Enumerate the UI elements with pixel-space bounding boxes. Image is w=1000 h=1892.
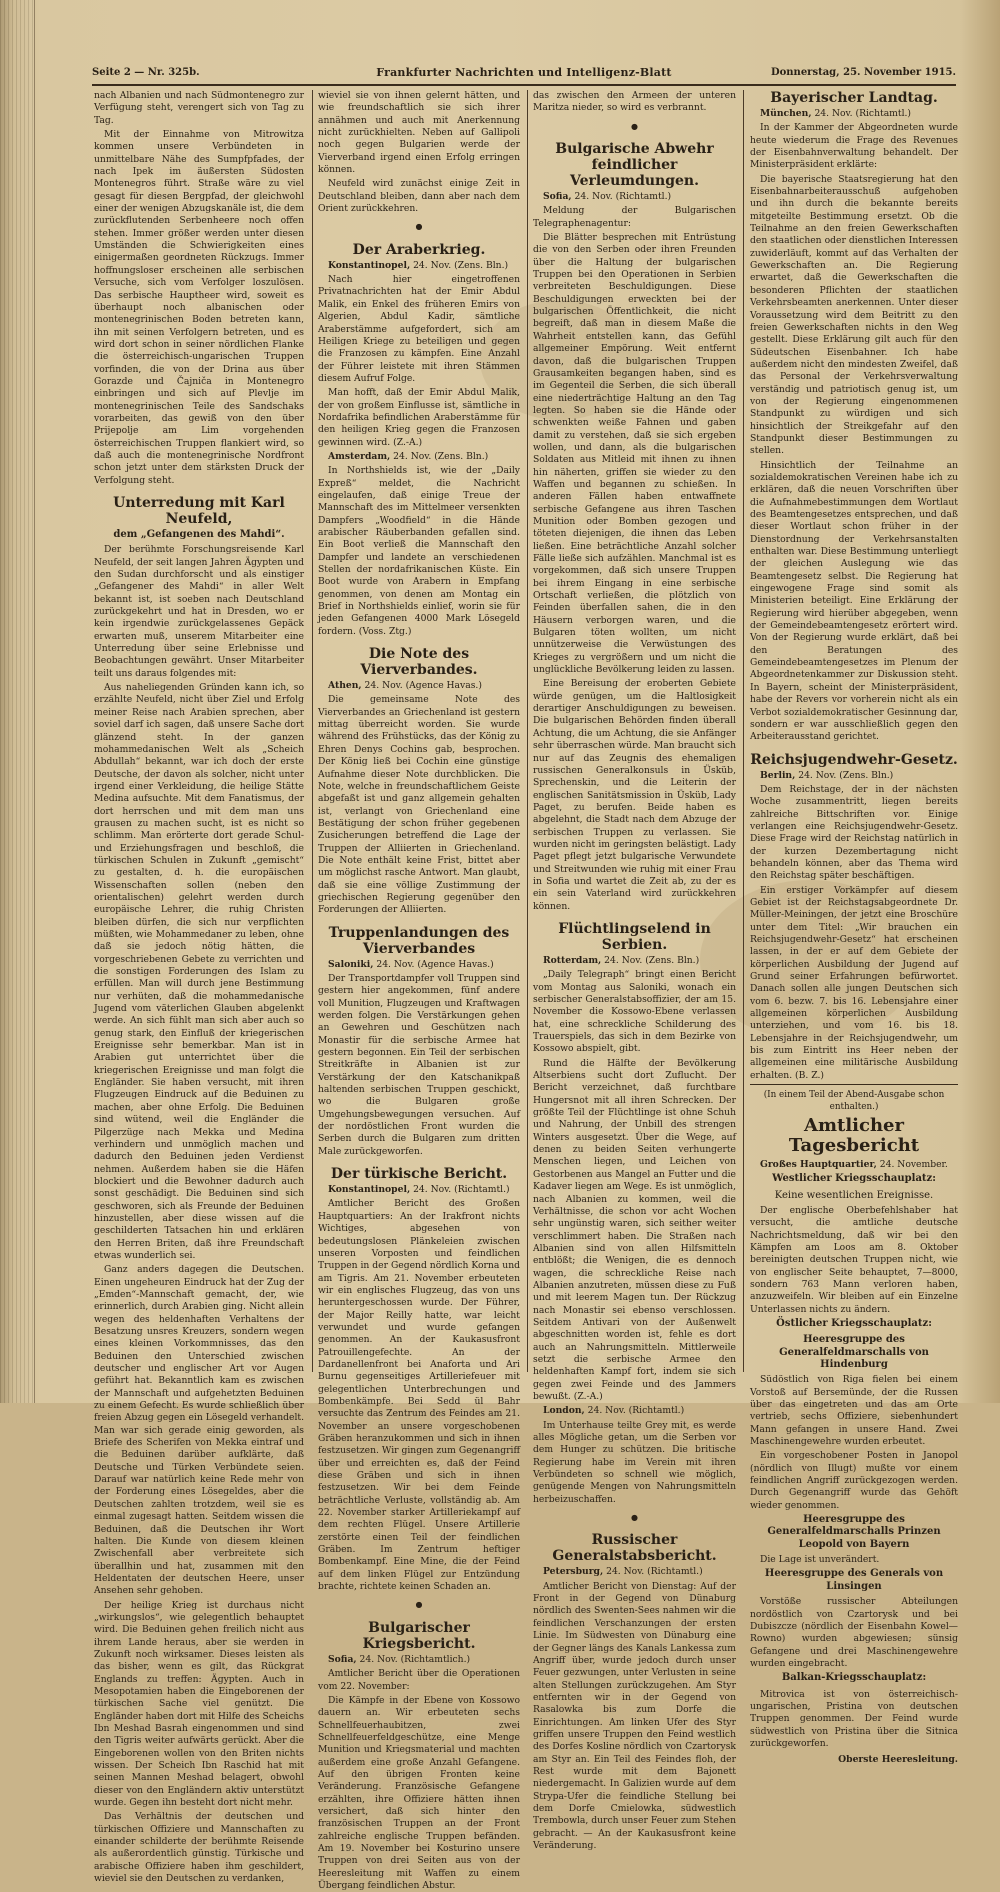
column-rule [743,90,744,1372]
headline-truppenlandungen: Truppenlandungen des Vierverbandes [328,924,510,957]
headline-neufeld: Unterredung mit Karl Neufeld, [113,495,285,527]
article-text: Hinsichtlich der Teilnahme an sozialdemokratischen Vereinen habe ich zu erklären, daß die neuen Vorschriften über die Aufnahmebestimmungen dem Wortlaut des Beamtengesetzes entsprechen, und daß dieser Wortlaut schon früher in der Dienstordnung der Verkehrsanstalten enthalten war. Diese Bestimmung unterliegt der gleichen Auslegung wie das Beamtengesetz selbst. Die Regierung hat eingewogene Frage sind somit als Ministerien beteiligt. Eine Erklärung der Regierung wird hierüber abgegeben, wenn der Gemeindebeamtengesetz erörtert wird. Von der Regierung wurde erklärt, daß bei den Beratungen des Gemeindebeamtengesetzes im Plenum der Abgeordnetenkammer zur Diskussion steht. In Bayern, scheint der Ministerpräsident, habe der Revers vor vorherein nicht als ein Verbot sozialdemokratischer Gesinnung dar, sondern er war ausschließlich gegen den Arbeiterausstand gerichtet. [750,459,958,743]
section-balkan-front: Balkan-Kriegsschauplatz: [781,1672,927,1684]
dateline: Sofia, 24. Nov. (Richtamtlich.) [328,1653,471,1665]
article-text: Der englische Oberbefehlshaber hat versucht, die amtliche deutsche Nachrichtsmeldung, daß wir bei den Kämpfen am Loos am 8. Oktober bereinigten deutschen Truppen nicht, wie von englischer Seite behauptet, 7—8000, sondern 763 Mann verloren haben, anzuzweifeln. Wir bleiben auf ein Einzelne Unterlassen nichts zu ändern. [750,1204,958,1315]
subheadline-neufeld: dem „Gefangenen des Mahdi“. [113,529,285,540]
article-text: Im Unterhause teilte Grey mit, es werde alles Mögliche getan, um die Serben vor dem Hunger zu schützen. Die britische Regierung habe im Verein mit ihren Verbündeten so schnell wie möglich, genügende Mengen von Nahrungsmitteln herbeizuschaffen. [533,1419,736,1505]
article-text: Amtlicher Bericht des Großen Hauptquartiers: An der Irakfront nichts Wichtiges, abgesehen von bedeutungslosen Plänkeleien zwischen unseren Vorposten und feindlichen Truppen in der Gegend nördlich Korna und am Tigris. Am 21. November erbeuteten wir ein englisches Flugzeug, das von uns heruntergeschossen wurde. Der Führer, der Major Reilly hatte, war leicht verwundet und wurde gefangen genommen. An der Kaukasusfront Patrouillengefechte. An der Dardanellenfront bei Anaforta und Ari Burnu gegenseitiges Artilleriefeuer mit gelegentlichen Unterbrechungen und Bombenkämpfe. Bei Sedd ül Bahr versuchte das Zentrum des Feindes am 21. November an unsere vorgeschobenen Gräben heranzukommen und sich in ihnen festzusetzen. Wir gingen zum Gegenangriff über und erreichten es, daß der Feind diese Gräben und sich in ihnen festzusetzen. Wir bei dem Feinde beträchtliche Verluste, vollständig ab. Am 22. November starker Artilleriekampf auf dem rechten Flügel. Unsere Artillerie zerstörte einen Teil der feindlichen Gräben. Im Zentrum heftiger Bombenkampf. Eine Mine, die der Feind auf dem linken Flügel zur Entzündung brachte, richtete keinen Schaden an. [318,1198,520,1593]
separator: ● [415,222,423,232]
article-text: Vorstöße russischer Abteilungen nordöstlich von Czartorysk und bei Dubiszcze (nördlich der Eisenbahn Kowel—Rowno) wurden abgewiesen; sünsig Gefangene und drei Maschinengewehre wurden eingebracht. [750,1596,958,1669]
article-text: Neufeld wird zunächst einige Zeit in Deutschland bleiben, dann aber nach dem Orient zurückkehren. [318,178,520,215]
army-group-hindenburg: Heeresgruppe des Generalfeldmarschalls von Hindenburg [779,1334,929,1370]
dateline: Saloniki, 24. Nov. (Agence Havas.) [328,958,494,970]
headline-amtlicher-tagesbericht: Amtlicher Tagesbericht [788,1114,920,1156]
article-text: Das Verhältnis der deutschen und türkischen Offiziere und Mannschaften zu einander schilderte der berühmte Reisende als außerordentlich günstig. Türkische und arabische Offiziere haben ihm geschildert, wieviel sie den Deutschen zu verdanken, [94,1811,304,1885]
headline-bayerischer-landtag: Bayerischer Landtag. [770,90,938,106]
separator: ● [631,1513,638,1523]
page-number: Seite 2 — Nr. 325b. [92,67,200,78]
dateline: Sofia, 24. Nov. (Richtamtl.) [543,191,672,203]
column-3 [533,90,736,1851]
article-text: Südöstlich von Riga fielen bei einem Vorstoß auf Bersemünde, der die Russen über das eingetreten und das am Orte vertrieb, sechs Offiziere, siebenhundert Mann gefangen in unsere Hand. Zwei Maschinengewehre wurden erbeutet. [750,1374,958,1448]
article-text: das zwischen den Armeen der unteren Maritza nieder, so wird es verbrannt. [533,90,736,114]
article-text: Der berühmte Forschungsreisende Karl Neufeld, der seit langen Jahren Ägypten und den Sudan durchforscht und als einstiger „Gefangener des Mahdi“ in aller Welt bekannt ist, ist soeben nach Deutschland zurückgekehrt und hat in Dresden, wo er kein irgendwie zurückgelassenes Gepäck erwarten muß, unserem Mitarbeiter eine Unterredung über seine Erlebnisse und Beobachtungen gewährt. Unser Mitarbeiter teilt uns daraus folgendes mit: [94,544,304,679]
dateline: Petersburg, 24. Nov. (Richtamtl.) [543,1566,703,1578]
divider [750,1084,958,1085]
article-text: Man hofft, daß der Emir Abdul Malik, der von großem Einflusse ist, sämtliche in Nordafrika befindlichen Araberstämme für den heiligen Krieg gegen die Franzosen gewinnen wird. (Z.-A.) [318,387,520,448]
separator: ● [415,1600,423,1610]
column-rule [527,90,528,1372]
dateline: Großes Hauptquartier, 24. November. [760,1158,948,1170]
army-group-leopold: Heeresgruppe des Generalfeldmarschalls Prinzen Leopold von Bayern [767,1514,941,1550]
headline-reichsjugendwehr: Reichsjugendwehr-Gesetz. [750,751,958,768]
edition-note: (In einem Teil der Abend-Ausgabe schon enthalten.) [763,1090,945,1113]
article-text: Nach hier eingetroffenen Privatnachrichten hat der Emir Abdul Malik, ein Enkel des früheren Emirs von Algerien, Abdul Kadir, sämtliche Araberstämme aufgefordert, sich am Heiligen Kriege zu beteiligen und gegen die Franzosen zu kämpfen. Eine Anzahl der Führer leistete mit ihren Stämmen diesem Aufruf Folge. [318,274,520,384]
article-text: Der Transportdampfer voll Truppen sind gestern hier angekommen, fünf andere voll Munition, Flugzeugen und Kraftwagen werden folgen. Die Verstärkungen gehen an Gewehren und Geschützen nach Monastir für die serbische Armee hat gestern begonnen. Ein Teil der serbischen Streitkräfte in Albanien ist zur Verstärkung der den Katschanikpaß haltenden serbischen Truppen geschickt, wo die Bulgaren große Umgehungsbewegungen versuchen. Auf der nordöstlichen Front wurden die Serben durch die Bulgaren zum dritten Male zurückgeworfen. [318,972,520,1157]
dateline: München, 24. Nov. (Richtamtl.) [760,108,912,119]
headline-bulgarisch-kriegsbericht: Bulgarischer Kriegsbericht. [362,1619,476,1652]
dateline: Berlin, 24. Nov. (Zens. Bln.) [760,769,894,781]
article-text: nach Albanien und nach Südmontenegro zur Verfügung steht, verengert sich von Tag zu Tag. [94,90,304,126]
article-text: Aus naheliegenden Gründen kann ich, so erzählte Neufeld, nicht über Ziel und Erfolg meiner Reise nach Arabien sprechen, aber soviel darf ich sagen, daß unsere Sache dort glänzend steht. In der ganzen mohammedanischen Welt als „Scheich Abdullah“ bekannt, war ich doch der erste Deutsche, der davon als solcher, nicht unter irgend einer Verkleidung, die heilige Stätte Medina aufsuchte. Mit dem Fanatismus, der dort herrschen und mit dem man uns grausen zu machen sucht, ist es nicht so schlimm. Man erörterte dort gerade Schul- und Erziehungsfragen und beschloß, die türkischen Schulen in Zukunft „gemischt“ zu gestalten, d. h. die europäischen Wissenschaften sollen (neben den orientalischen) gelehrt werden durch europäische Lehrer, die ruhig Christen bleiben dürfen, die sich nur verpflichten müßten, wie Mohammedaner zu leben, ohne daß sie jedoch nötig hätten, die vorgeschriebenen Gebete zu verrichten und die sonstigen Forderungen des Islam zu erfüllen. Man will durch jene Bestimmung nur verhüten, daß die mohammedanische Jugend vom väterlichen Glauben abgelenkt werde. An sich fühlt man sich aber auch so genug stark, den Einfluß der kriegerischen Ereignisse sehr bemerkbar. Man ist in Arabien gut unterrichtet über die kriegerischen Ereignisse und man folgt die Engländer. Sie haben versucht, mit ihren Flugzeugen Eindruck auf die Beduinen zu machen, aber ohne Erfolg. Die Beduinen sind wütend, weil die Engländer die Pilgerzüge nach Mekka und Medina verhindern und unmöglich machen und dadurch den Beduinen jeden Verdienst nehmen. Außerdem haben sie die Häfen blockiert und die Bewohner dadurch auch sonst geschädigt. Die Beduinen sind sich geschworen, sich als Freunde der Beduinen hinzustellen, aber diese wissen auf die geschilderten Tatsachen hin und erklären den Herren Briten, daß ihre Freundschaft etwas wunderlich sei. [94,682,304,1261]
article-text: Der heilige Krieg ist durchaus nicht „wirkungslos“, wie gelegentlich behauptet wird. Die Beduinen gehen freilich nicht aus ihrem Lande heraus, aber sie werden in Zukunft noch wirksamer. Dieses leisten als das bisher, wenn es gilt, das Rückgrat Englands zu treffen: Ägypten. Auch in Mesopotamien haben die Eingeborenen der türkischen Sache viel genützt. Die Engländer haben dort mit Hilfe des Scheichs Ibn Meshad Basrah eingenommen und sind den Tigris weiter aufwärts gerückt. Aber die Eingeborenen wollen von den Briten nichts wissen. Der Scheich Ibn Raschid hat mit seinen Mannen Meshad belagert, obwohl dieser von den Engländern aktiv unterstützt wurde. Gegen ihn besteht dort nicht mehr. [94,1599,304,1809]
article-text: Die Kämpfe in der Ebene von Kossowo dauern an. Wir erbeuteten sechs Schnellfeuerhaubitzen, zwei Schnellfeuerfeldgeschütze, eine Menge Munition und Kriegsmaterial und machten außerdem eine große Anzahl Gefangene. Auf den übrigen Fronten keine Veränderung. Französische Gefangene erzählten, ihre Offiziere hätten ihnen versichert, daß sich hinter den französischen Truppen an der Front zahlreiche englische Truppen befänden. Am 19. November bei Kosturino unsere Truppen von drei Seiten aus von der Heeresleitung mit Waffen zu einem Übergang feindlichen Abstur. [318,1694,520,1891]
headline-note: Die Note des Vierverbandes. [360,646,478,679]
article-text: Dem Reichstage, der in der nächsten Woche zusammentritt, liegen bereits zahlreiche Bittschriften vor. Einige verlangen eine Reichsjugendwehr-Gesetz. Diese Frage wird der Reichstag natürlich in der kurzen Dezembertagung nicht behandeln können, aber das Thema wird den Reichstag später beschäftigen. [750,783,958,882]
article-text: „Daily Telegraph“ bringt einen Bericht vom Montag aus Saloniki, wonach ein serbischer Generalstabsoffizier, der am 15. November die Kossowo-Ebene verlassen hat, eine schreckliche Schilderung des Trauerspiels, das sich in dem Bezirke von Kossowo abspielt, gibt. [533,969,736,1055]
headline-fluechtlingselend: Flüchtlingselend in Serbien. [558,920,711,953]
article-text: wieviel sie von ihnen gelernt hätten, und wie freundschaftlich sie sich ihrer annähmen und auch mit Anerkennung nicht zurückhielten. Neben auf Gallipoli noch gegen Bulgarien werde der Vierverband irgend einen Erfolg erringen können. [318,90,520,176]
column-rule [312,90,313,1372]
article-text: Rund die Hälfte der Bevölkerung Altserbiens sucht dort Zuflucht. Der Bericht verzeichnet, daß furchtbare Hungersnot mit all ihren Schrecken. Der größte Teil der Flüchtlinge ist ohne Schuh und Nahrung, der Unbill des strengen Winters ausgesetzt. Über die Wege, auf denen zu beiden Seiten verhungerte Menschen liegen, und Leichen von Gestorbenen aus Mangel an Futter und die Kadaver liegen am Wege. Es ist unmöglich, nach Albanien zu kommen, weil die Verhältnisse, die schon vor acht Wochen sehr ungünstig waren, sich seither weiter verschlimmert haben. Die Straßen nach Albanien sind von allen Hilfsmitteln entblößt; die Wenigen, die es dennoch wagen, die schreckliche Reise nach Albanien anzutreten, müssen diese zu Fuß und mit leerem Magen tun. Der Rückzug nach Monastir sei ebenso verschlossen. Seitdem Antivari von der Außenwelt abgeschnitten worden ist, fehle es dort auch an Nahrungsmitteln. Mittlerweile setzt die serbische Armee den heldenhaften Kampf fort, indem sie sich gegen zwei Feinde und des Jammers bewußt. (Z.-A.) [533,1057,736,1402]
headline-araberkrieg: Der Araberkrieg. [352,241,486,258]
section-western-front: Westlicher Kriegsschauplatz: [772,1173,936,1185]
dateline: London, 24. Nov. (Richtamtl.) [543,1405,685,1417]
column-2 [318,90,520,1891]
western-front-summary: Keine wesentlichen Ereignisse. [774,1189,934,1201]
section-eastern-front: Östlicher Kriegsschauplatz: [776,1317,932,1329]
dateline: Amsterdam, 24. Nov. (Zens. Bln.) [328,450,489,462]
dateline: Rotterdam, 24. Nov. (Zens. Bln.) [543,954,700,966]
article-text: Amtlicher Bericht von Dienstag: Auf der Front in der Gegend von Dünaburg nördlich des Swenten-Sees nahmen wir die feindlichen Verschanzungen der ersten Linie. Im Südwesten von Dünaburg eine der Gegner längs des Kanals Lankessa zum Angriff über, wurde jedoch durch unser Feuer gezwungen, unter Verlusten in seine alten Stellungen zurückzugehen. Am Styr entfernten wir in der Gegend von Rasalowka bis zum Dorfe die Einrichtungen. Am linken Ufer des Styr griffen unsere Truppen den Feind westlich des Dorfes Kosline nördlich von Czartorysk am Styr an. Ein Teil des Feindes floh, der Rest wurde mit dem Bajonett niedergemacht. In Galizien wurde auf dem Strypa-Ufer die feindliche Stellung bei dem Dorfe Cmielowka, südwestlich Trembowla, durch unser Feuer zum Stehen gebracht. — An der Kaukasusfront keine Veränderung. [533,1580,736,1851]
article-text: Die gemeinsame Note des Vierverbandes an Griechenland ist gestern mittag überreicht worden. Sie wurde während des Frühstücks, das der König zu Ehren Denys Cochins gab, besprochen. Der König ließ bei Cochin eine günstige Aufnahme dieser Note durchblicken. Die Note, welche in freundschaftlichem Geiste abgefaßt ist und ganz allgemein gehalten ist, verlangt von Griechenland eine Bestätigung der schon früher gegebenen Zusicherungen betreffend die Lage der Truppen der Alliierten in Griechenland. Die Note enthält keine Frist, bittet aber um möglichst rasche Antwort. Man glaubt, daß sie eine völlige Zustimmung der griechischen Regierung gegenüber den Forderungen der Alliierten. [318,694,520,916]
article-text: Amtlicher Bericht über die Operationen vom 22. November: [318,1668,520,1692]
article-text: Ein vorgeschobener Posten in Janopol (nördlich von Illugt) mußte vor einem feindlichen Angriff zurückgezogen werden. Durch Gegenangriff wurde das Gehöft wieder genommen. [750,1450,958,1511]
column-1 [94,90,304,1885]
newspaper-title: Frankfurter Nachrichten und Intelligenz-Blatt [376,66,672,79]
page-binding-edge [0,0,35,1403]
article-text: Die Blätter besprechen mit Entrüstung die von den Serben oder ihren Freunden über die Haltung der bulgarischen Truppen bei den Operationen in Serbien verbreiteten Beschuldigungen. Diese Beschuldigungen erweckten bei der bulgarischen Öffentlichkeit, die nicht begreift, daß man in diesem Maße die Wahrheit entstellen kann, das Gefühl allgemeiner Empörung. Weit entfernt davon, daß die bulgarischen Truppen Grausamkeiten begangen haben, sind es im Gegenteil die Serben, die sich überall eine niederträchtige Haltung an den Tag legten. So haben sie die Hände oder schwenkten weiße Fahnen und gaben damit zu verstehen, daß sie sich ergeben wollen, und dann, als die bulgarischen Soldaten aus Mitleid mit ihnen zu ihnen hin näherten, griffen sie wieder zu den Waffen und begannen zu schießen. In anderen Fällen haben entwaffnete serbische Gefangene aus ihren Taschen Munition oder Bomben gezogen und töteten diejenigen, die ihnen das Leben ließen. Eine beträchtliche Anzahl solcher Fälle ließe sich aufzählen. Manchmal ist es vorgekommen, daß sich unsere Truppen bei ihrem Eingang in eine serbische Ortschaft verließen, die plötzlich von Feinden überfallen sahen, die in den Häusern verborgen waren, und die Bulgaren töten wollten, um nicht unnützerweise die Verwüstungen des Krieges zu vergrößern und um nicht die unglückliche Bevölkerung leiden zu lassen. [533,232,736,676]
dateline: Konstantinopel, 24. Nov. (Zens. Bln.) [328,259,509,271]
article-text: In Northshields ist, wie der „Daily Expreß“ meldet, die Nachricht eingelaufen, daß einige Treue der Mannschaft des im Mittelmeer versenkten Dampfers „Woodfield“ in die Hände arabischer Räuberbanden gefallen sind. Ein Boot verließ die Mannschaft den Dampfer und landete an verschiedenen Stellen der nordafrikanischen Küste. Ein Boot wurde von Arabern in Empfang genommen, von denen am Montag ein Brief in Northshields einlief, worin sie für jeden Gefangenen 4000 Mark Lösegeld fordern. (Voss. Ztg.) [318,465,520,637]
article-text: In der Kammer der Abgeordneten wurde heute wiederum die Frage des Revenues der Eisenbahnverwaltung behandelt. Der Ministerpräsident erklärte: [750,122,958,171]
page-header [92,62,956,86]
headline-tuerkisch: Der türkische Bericht. [330,1166,508,1183]
article-text: Ein erstiger Vorkämpfer auf diesem Gebiet ist der Reichstagsabgeordnete Dr. Müller-Meiningen, der jetzt eine Broschüre unter dem Titel: „Wir brauchen ein Reichsjugendwehr-Gesetz“ hat erscheinen lassen, in der er auf dem Gebiete der körperlichen Ausbildung der Jugend auf Grund seiner Erfahrungen befürwortet. Danach sollen alle jungen Deutschen sich vom 6. bezw. 7. bis 16. Lebensjahre einer allgemeinen körperlichen Ausbildung unterziehen, und vom 16. bis 18. Lebensjahre in der Reichsjugendwehr, um bis zum Eintritt ins Heer neben der allgemeinen eine militärische Ausbildung erhalten. (B. Z.) [750,884,958,1081]
article-text: Meldung der Bulgarischen Telegraphenagentur: [533,205,736,229]
signature-oberste-heeresleitung: Oberste Heeresleitung. [838,1754,958,1766]
headline-russischer-bericht: Russischer Generalstabsbericht. [552,1532,717,1565]
article-text: Eine Bereisung der eroberten Gebiete würde genügen, um die Haltlosigkeit derartiger Anschuldigungen zu beweisen. Die bulgarischen Behörden finden überall Achtung, die um Achtung, die sie Anfänger sehr überraschen würde. Man braucht sich nur auf das Zeugnis des ehemaligen russischen Generalkonsuls in Üsküb, Sprechenskin, und die Leiterin der englischen Sanitätsmission in Üsküb, Lady Paget, zu berufen. Beide haben es abgelehnt, die Stadt nach dem Abzuge der serbischen Truppen zu verlassen. Sie wurden nicht im geringsten belästigt. Lady Paget pflegt jetzt bulgarische Verwundete und Streitwunden wie ruhig mit einer Frau in Sofia und wartet die Zeit ab, zu der es ein sein Vaterland wird zurückkehren können. [533,678,736,912]
article-text: Die bayerische Staatsregierung hat den Eisenbahnarbeiterausschuß aufgehoben und ihn durch die bekannte bereits mitgeteilte Bestimmung ersetzt. Ob die Teilnahme an den freien Gewerkschaften den staatlichen oder dienstlichen Interessen zuwiderläuft, kommt auf das Verhalten der Gewerkschaften an. Die Regierung erwartet, daß die Gewerkschaften die besonderen Pflichten der staatlichen Verkehrsbeamten anerkennen. Unter dieser Voraussetzung wird dem Beitritt zu den freien Gewerkschaften nichts in den Weg gestellt. Diese Erklärung gilt auch für den Südeutschen Eisenbahner. Ich habe außerdem nicht den mindesten Zweifel, daß das Personal der Verkehrsverwaltung verständig und patriotisch genug ist, um von der Regierung eingenommenen Standpunkt zu würdigen und sich hinsichtlich der Streikgefahr auf den Standpunkt dieser Bestimmungen zu stellen. [750,173,958,457]
issue-date: Donnerstag, 25. November 1915. [770,67,956,78]
separator: ● [631,121,638,131]
article-text: Die Lage ist unverändert. [760,1554,880,1566]
dateline: Athen, 24. Nov. (Agence Havas.) [328,680,482,692]
article-text: Mit der Einnahme von Mitrowitza kommen unsere Verbündeten in unmittelbare Nähe des Sumpfpfades, der nach Ipek im äußersten Südosten Montenegros führt. Straße wäre zu viel gesagt für diesen Bergpfad, der gleichwohl einer der wenigen Abzugskanäle ist, die dem zurückflutenden Serbenheere noch offen stehen. Immer größer werden unter diesen Umständen die Schwierigkeiten eines einigermaßen geordneten Rückzugs. Immer hoffnungsloser erscheinen alle serbischen Versuche, sich vom Verfolger loszulösen. Das serbische Hauptheer wird, soweit es überhaupt noch albanischen oder montenegrinischen Boden betreten kann, ihn mit seinen Verfolgern betreten, und es wird dort schon in seiner nördlichen Flanke die österreichisch-ungarischen Truppen vorfinden, die von der Drina aus über Gorazde und Čajniča in Montenegro einbringen und sich auf Plevlje im montenegrinischen Teile des Sandschaks vorarbeiten, das gewiß von den über Prijepolje am Lim vorgehenden österreichischen Truppen flankiert wird, so daß auch die montenegrinische Nordfront schon jetzt unter dem stärksten Druck der Verfolgung steht. [94,129,304,486]
headline-bulgarische-abwehr: Bulgarische Abwehr feindlicher Verleumdungen. [555,141,714,190]
army-group-linsingen: Heeresgruppe des Generals von Linsingen [764,1568,944,1592]
column-4 [750,90,958,1766]
article-text: Mitrovica ist von österreichisch-ungarischen, Pristina von deutschen Truppen genommen. Der Feind wurde südwestlich von Pristina über die Sitnica zurückgeworfen. [750,1688,958,1749]
dateline: Konstantinopel, 24. Nov. (Richtamtl.) [328,1184,510,1196]
article-text: Ganz anders dagegen die Deutschen. Einen ungeheuren Eindruck hat der Zug der „Emden“-Mannschaft gemacht, der, wie erinnerlich, durch Arabien ging. Nicht allein wegen des heldenhaften Verhaltens der Besatzung unsres Kreuzers, sondern wegen eines kleinen Vorkommnisses, das den Beduinen den Unterschied zwischen deutscher und englischer Art vor Augen geführt hat. Bekanntlich kam es zwischen der Mannschaft und aufgehetzten Beduinen zu einem Gefecht. Es wurde schließlich über freien Abzug gegen ein Lösegeld verhandelt. Man war sich gerade einig geworden, als Briefe des Scherifen von Mekka eintraf und die Beduinen darüber aufklärte, daß Deutsche und Türken Verbündete seien. Darauf war natürlich keine Rede mehr von der Forderung eines Lösegeldes, aber die Deutschen zahlten trotzdem, weil sie es einmal zugesagt hatten. Seitdem wissen die Beduinen, daß die Deutschen ihr Wort halten. Die Kunde von diesem kleinen Zwischenfall aber verbreitete sich überallhin und hat, zusammen mit den Heldentaten der deutschen Heere, unser Ansehen sehr gehoben. [94,1264,304,1597]
